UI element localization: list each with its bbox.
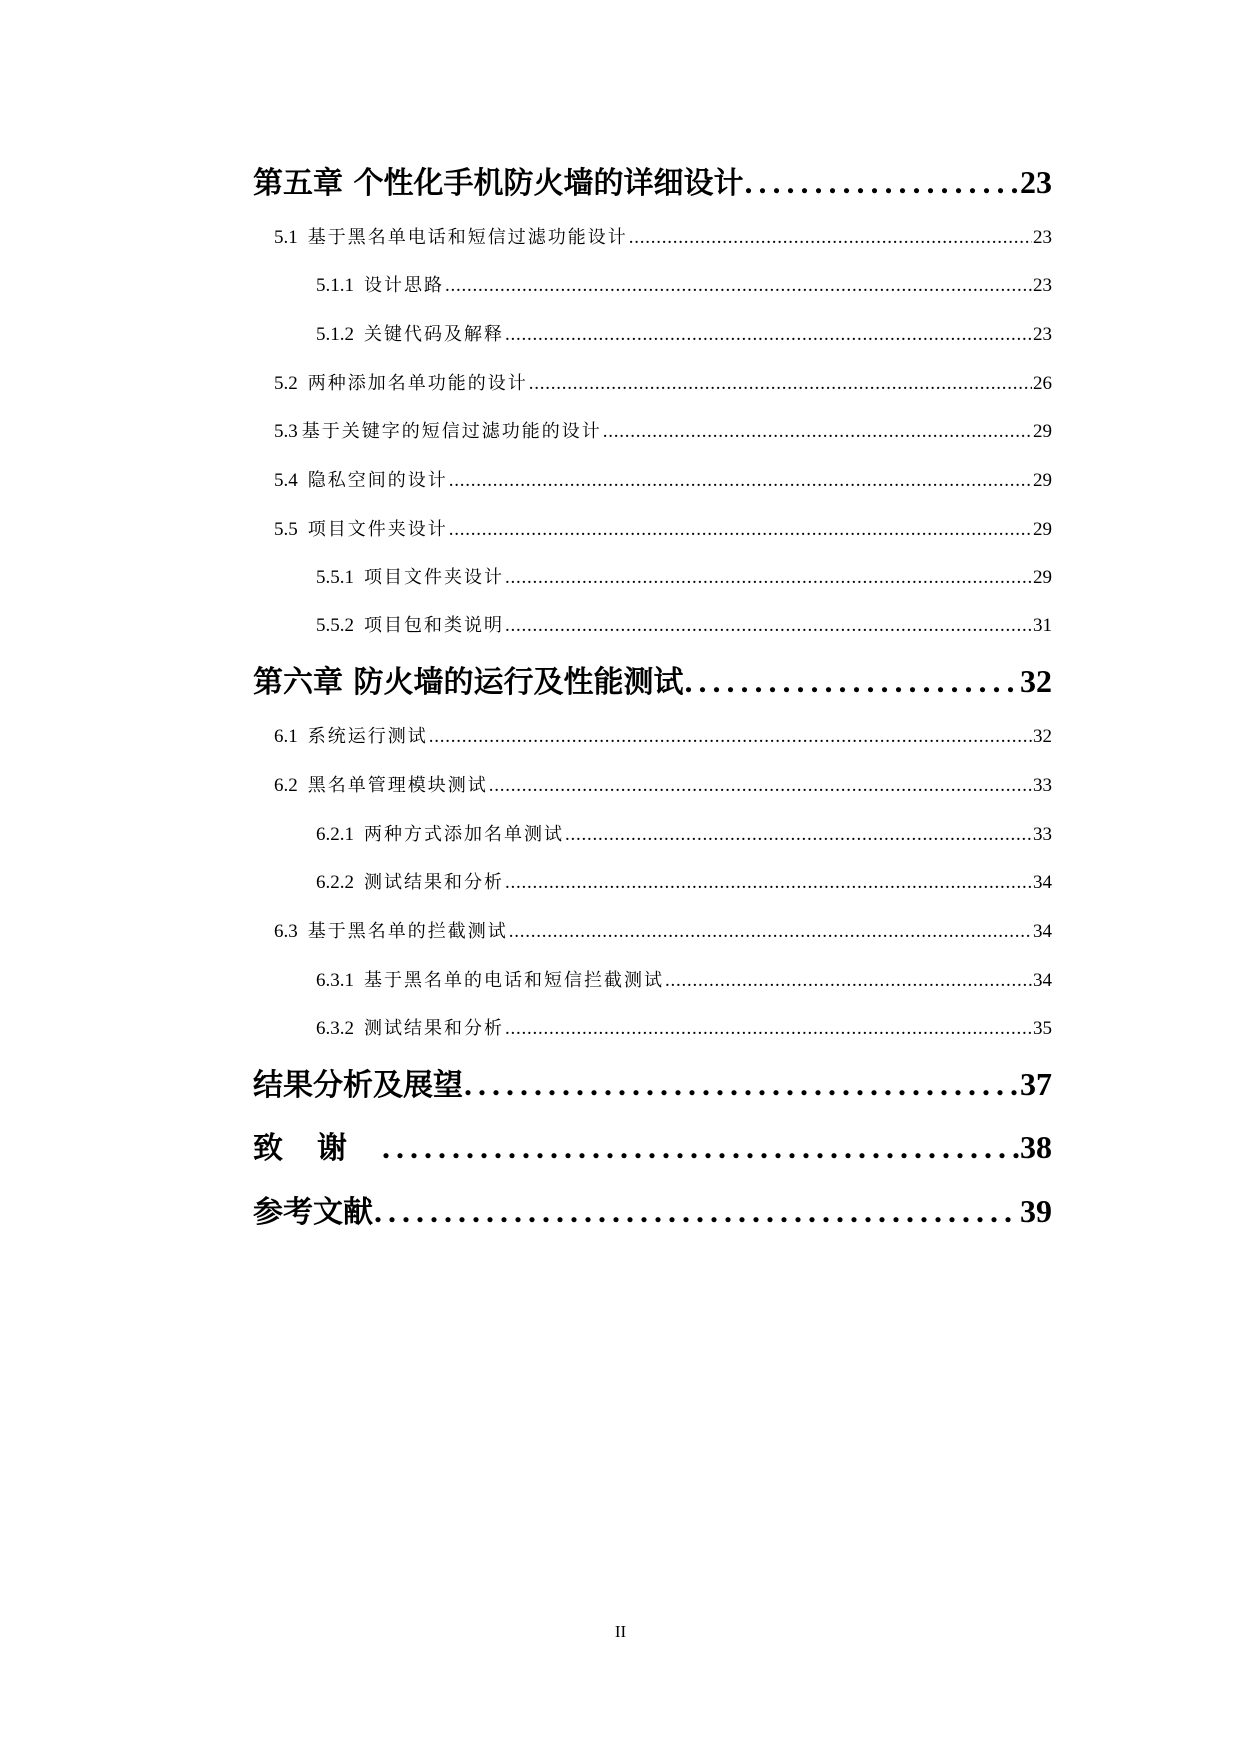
toc-entry-title: 两种方式添加名单测试 (364, 824, 564, 845)
toc-entry-number: 5.5.1 (316, 567, 354, 588)
toc-entry-title: 项目文件夹设计 (307, 519, 448, 540)
toc-entry-page: 34 (1033, 921, 1052, 942)
dot-leader (603, 418, 1032, 446)
toc-entry-references[interactable] (253, 1189, 1052, 1233)
toc-entry-chapter-5[interactable] (253, 160, 1052, 204)
toc-entry-page: 23 (1020, 164, 1052, 200)
dot-leader (665, 967, 1032, 995)
toc-entry-5-5-2[interactable] (316, 612, 1052, 640)
toc-entry-page: 32 (1020, 663, 1052, 699)
toc-entry-number: 5.5.2 (316, 615, 354, 636)
toc-entry-title: 项目包和类说明 (364, 615, 504, 636)
toc-entry-page: 33 (1033, 775, 1052, 796)
toc-entry-number: 6.3 (274, 921, 298, 942)
dot-leader (505, 564, 1032, 592)
toc-entry-5-5[interactable] (274, 516, 1052, 544)
toc-entry-title: 基于黑名单的拦截测试 (307, 921, 508, 942)
toc-entry-6-2[interactable] (274, 772, 1052, 800)
toc-entry-page: 34 (1033, 872, 1052, 893)
toc-entry-5-4[interactable] (274, 467, 1052, 495)
toc-entry-title: 测试结果和分析 (364, 872, 504, 893)
toc-entry-number: 5.1.2 (316, 324, 354, 345)
toc-entry-number: 5.1 (274, 227, 298, 248)
dot-leader (505, 612, 1032, 640)
toc-entry-title: 基于关键字的短信过滤功能的设计 (301, 421, 602, 442)
toc-entry-number: 6.2.2 (316, 872, 354, 893)
toc-entry-6-2-1[interactable] (316, 821, 1052, 849)
toc-entry-title: 测试结果和分析 (364, 1018, 504, 1039)
toc-entry-title: 系统运行测试 (307, 726, 428, 747)
toc-entry-5-1[interactable] (274, 224, 1052, 252)
toc-entry-6-2-2[interactable] (316, 869, 1052, 897)
dot-leader (509, 918, 1032, 946)
toc-entry-page: 39 (1020, 1193, 1052, 1229)
toc-entry-number: 5.5 (274, 519, 298, 540)
toc-entry-title: 第五章 个性化手机防火墙的详细设计 (253, 166, 744, 201)
toc-entry-acknowledgements[interactable] (253, 1125, 1052, 1169)
toc-entry-5-3[interactable] (274, 418, 1052, 446)
toc-entry-number: 5.1.1 (316, 275, 354, 296)
toc-entry-title: 关键代码及解释 (364, 324, 504, 345)
toc-entry-page: 29 (1033, 519, 1052, 540)
dot-leader (374, 1189, 1019, 1233)
toc-entry-title: 第六章 防火墙的运行及性能测试 (253, 665, 684, 700)
toc-entry-6-3-2[interactable] (316, 1015, 1052, 1043)
toc-entry-number: 6.2 (274, 775, 298, 796)
toc-entry-title: 参考文献 (253, 1195, 373, 1230)
dot-leader (449, 516, 1032, 544)
dot-leader (382, 1125, 1019, 1169)
toc-entry-title: 结果分析及展望 (253, 1068, 463, 1103)
toc-entry-number: 6.2.1 (316, 824, 354, 845)
toc-entry-title: 基于黑名单的电话和短信拦截测试 (364, 970, 664, 991)
toc-entry-number: 6.1 (274, 726, 298, 747)
toc-entry-page: 32 (1033, 726, 1052, 747)
toc-entry-6-1[interactable] (274, 723, 1052, 751)
toc-entry-page: 33 (1033, 824, 1052, 845)
dot-leader (684, 659, 1019, 703)
toc-entry-page: 38 (1020, 1129, 1052, 1165)
toc-entry-5-1-2[interactable] (316, 321, 1052, 349)
toc-entry-5-5-1[interactable] (316, 564, 1052, 592)
page-number: II (614, 1622, 627, 1641)
toc-entry-title: 黑名单管理模块测试 (307, 775, 488, 796)
dot-leader (744, 160, 1019, 204)
toc-entry-title: 致谢 (253, 1131, 381, 1166)
toc-entry-page: 37 (1020, 1066, 1052, 1102)
toc-entry-number: 5.2 (274, 373, 298, 394)
toc-entry-page: 23 (1033, 324, 1052, 345)
toc-entry-page: 23 (1033, 227, 1052, 248)
toc-entry-page: 34 (1033, 970, 1052, 991)
dot-leader (464, 1062, 1019, 1106)
toc-entry-chapter-6[interactable] (253, 659, 1052, 703)
dot-leader (505, 1015, 1032, 1043)
dot-leader (505, 869, 1032, 897)
dot-leader (529, 370, 1032, 398)
toc-entry-page: 23 (1033, 275, 1052, 296)
toc-entry-results-outlook[interactable] (253, 1062, 1052, 1106)
toc-entry-6-3[interactable] (274, 918, 1052, 946)
toc-entry-title: 项目文件夹设计 (364, 567, 504, 588)
toc-entry-number: 5.4 (274, 470, 298, 491)
dot-leader (505, 321, 1032, 349)
toc-entry-page: 29 (1033, 567, 1052, 588)
toc-entry-title: 两种添加名单功能的设计 (307, 373, 528, 394)
toc-entry-title: 基于黑名单电话和短信过滤功能设计 (307, 227, 628, 248)
toc-entry-number: 5.3 (274, 421, 298, 442)
toc-entry-5-2[interactable] (274, 370, 1052, 398)
toc-entry-page: 29 (1033, 421, 1052, 442)
toc-entry-page: 35 (1033, 1018, 1052, 1039)
toc-entry-number: 6.3.1 (316, 970, 354, 991)
toc-entry-page: 29 (1033, 470, 1052, 491)
dot-leader (565, 821, 1032, 849)
toc-entry-title: 设计思路 (364, 275, 444, 296)
dot-leader (489, 772, 1032, 800)
dot-leader (629, 224, 1032, 252)
toc-entry-6-3-1[interactable] (316, 967, 1052, 995)
toc-entry-number: 6.3.2 (316, 1018, 354, 1039)
dot-leader (445, 272, 1032, 300)
dot-leader (429, 723, 1032, 751)
toc-entry-title: 隐私空间的设计 (307, 470, 448, 491)
toc-entry-5-1-1[interactable] (316, 272, 1052, 300)
toc-entry-page: 26 (1033, 373, 1052, 394)
dot-leader (449, 467, 1032, 495)
toc-entry-page: 31 (1033, 615, 1052, 636)
